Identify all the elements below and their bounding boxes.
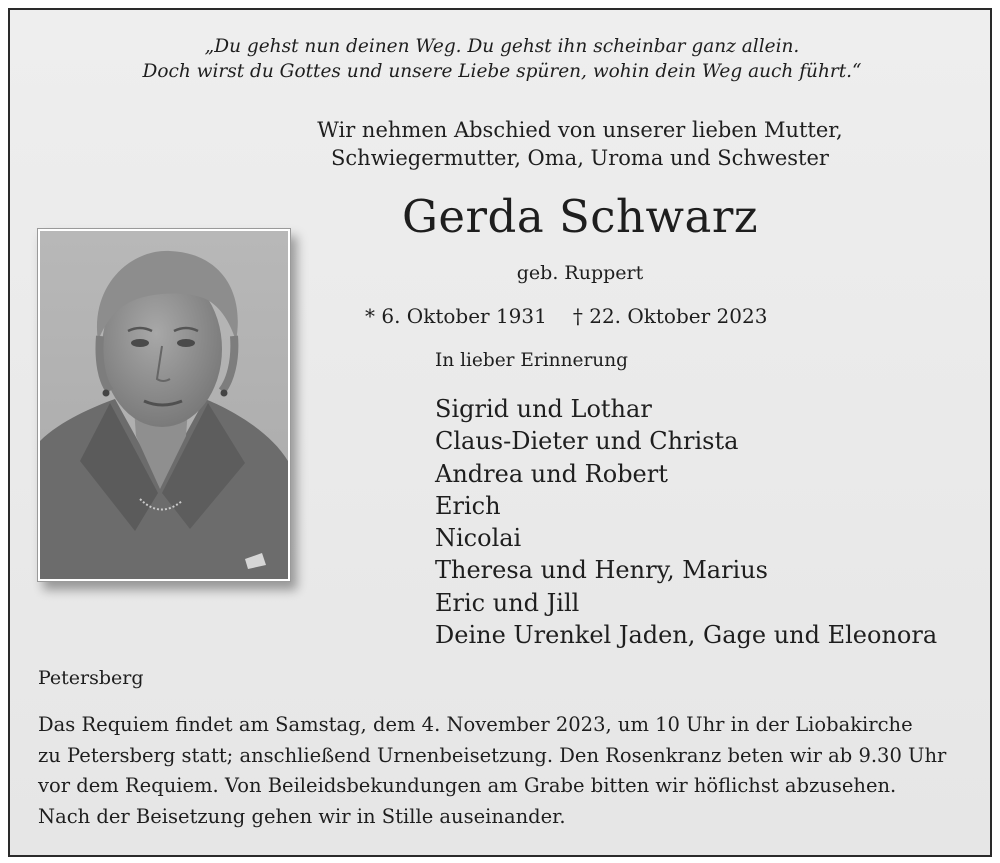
mourner: Nicolai [435, 524, 522, 553]
farewell-intro [290, 116, 870, 172]
notice-line: Das Requiem findet am Samstag, dem 4. November 2023, um 10 Uhr in der Liobakirche [38, 713, 913, 736]
portrait-photo-frame [37, 228, 291, 582]
place-name: Petersberg [38, 667, 144, 689]
mourner: Sigrid und Lothar [435, 395, 652, 423]
mourner: Andrea und Robert [435, 459, 668, 488]
obituary-card [8, 8, 992, 857]
mourner: Claus-Dieter und Christa [435, 427, 739, 456]
death-date: † 22. Oktober 2023 [572, 304, 768, 328]
mourner: Erich [435, 491, 501, 520]
portrait-photo [40, 231, 288, 579]
intro-line-2: Schwiegermutter, Oma, Uroma und Schwester [331, 146, 829, 170]
mourner: Eric und Jill [435, 588, 580, 617]
memory-text: In lieber Erinnerung [435, 350, 628, 371]
deceased-name: Gerda Schwarz [401, 190, 759, 243]
birth-name: geb. Ruppert [516, 262, 644, 284]
quote-line-1: „Du gehst nun deinen Weg. Du gehst ihn scheinbar ganz allein. [204, 36, 800, 57]
quote-line-2: Doch wirst du Gottes und unsere Liebe spüren, wohin dein Weg auch führt.“ [142, 61, 862, 82]
mourners-list [435, 393, 937, 651]
notice-line: vor dem Requiem. Von Beileidsbekundungen am Grabe bitten wir höflichst abzusehen. [38, 774, 897, 797]
mourner: Theresa und Henry, Marius [435, 556, 768, 585]
mourner: Deine Urenkel Jaden, Gage und Eleonora [435, 621, 938, 650]
funeral-notice [38, 710, 978, 832]
life-dates [365, 302, 865, 330]
notice-line: Nach der Beisetzung gehen wir in Stille auseinander. [38, 804, 566, 828]
quote [10, 34, 994, 84]
intro-line-1: Wir nehmen Abschied von unserer lieben Mutter, [317, 118, 843, 142]
birth-date: * 6. Oktober 1931 [365, 304, 547, 328]
notice-line: zu Petersberg statt; anschließend Urnenbeisetzung. Den Rosenkranz beten wir ab 9.30 Uhr [38, 743, 947, 767]
